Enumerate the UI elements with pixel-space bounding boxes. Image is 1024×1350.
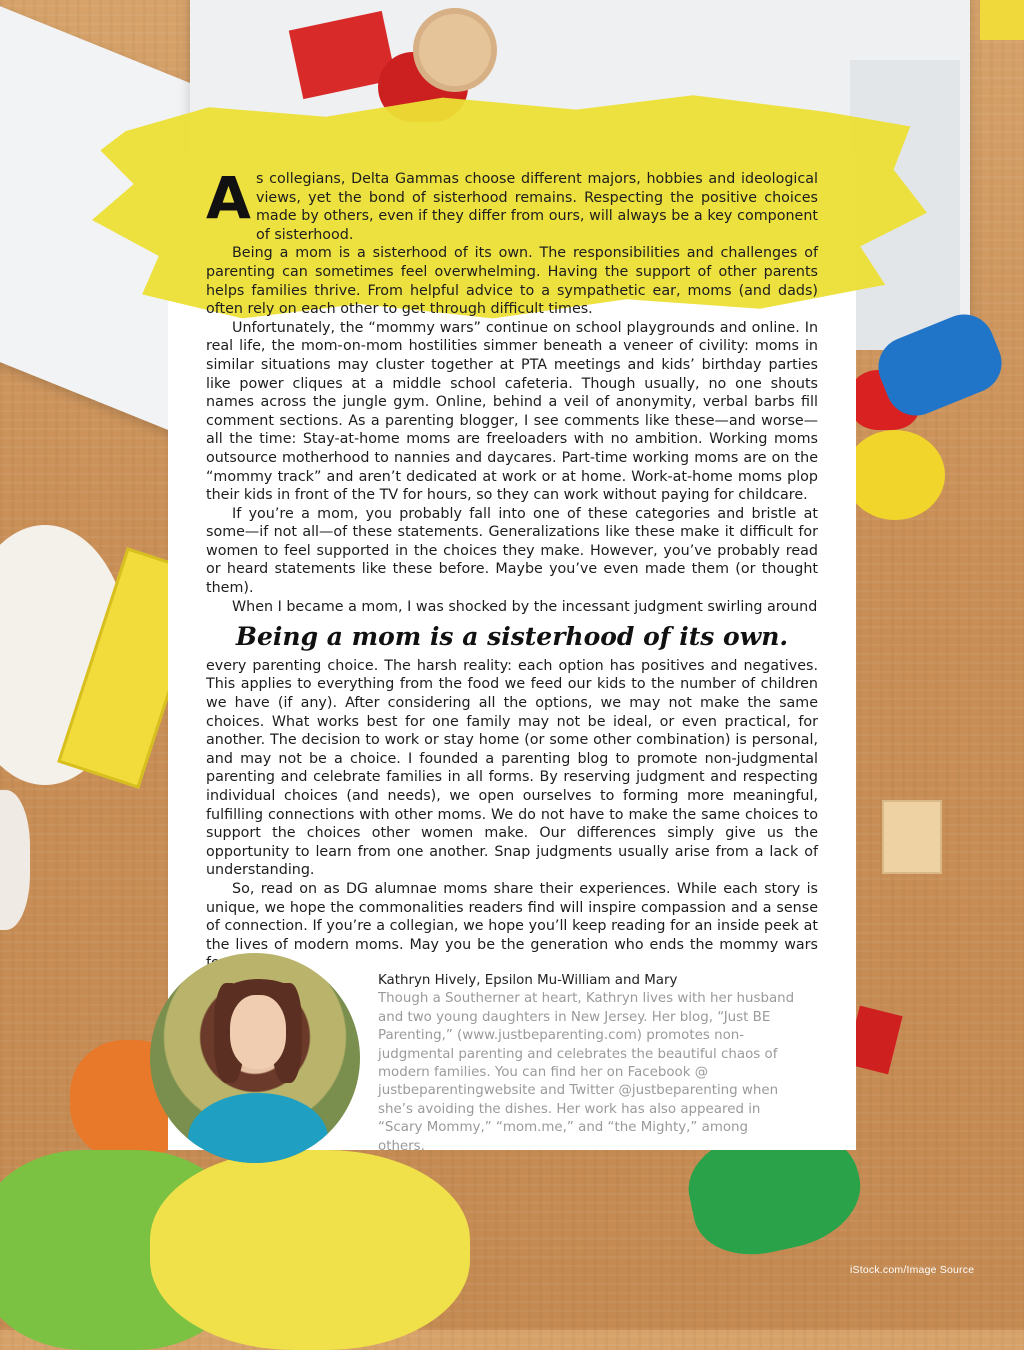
article-paragraph (206, 164, 818, 244)
yellow-block-toy (980, 0, 1024, 40)
photo-face (230, 995, 286, 1069)
article-paragraph: Being a mom is a sisterhood of its own. The responsibilities and challenges of parenting can sometimes feel overwhelming. Having the support of other parents helps families thrive. From helpful advice to a sympathetic ear, moms (and dads) often rely on each other to get through difficult times. (206, 245, 818, 318)
author-bio (378, 972, 798, 1156)
article-paragraph: If you’re a mom, you probably fall into one of these categories and bristle at some—if not all—of these statements. Generalizations like these make it difficult for women to feel supported in the choices they make. However, you’ve probably read or heard statements like these before. Maybe you’ve even made them (or thought them). (206, 505, 818, 597)
wooden-cylinder-toy (413, 8, 497, 92)
yellow-key-toy (845, 430, 945, 520)
drop-cap: A (206, 164, 251, 232)
article-paragraph: So, read on as DG alumnae moms share their experiences. While each story is unique, we hope the commonalities readers find will inspire compassion and a sense of connection. If you’re a collegian, we hope you’ll keep reading for an inside peek at the lives of modern moms. May you be the generation who ends the mommy wars (206, 880, 818, 953)
stuffed-toy-yellow (150, 1150, 470, 1350)
author-name: Kathryn Hively, Epsilon Mu-William and Mary (378, 973, 678, 988)
author-photo (150, 953, 360, 1163)
pull-quote: Being a mom is a sisterhood of its own. (235, 622, 789, 652)
article-paragraph: every parenting choice. The harsh reality: each option has positives and negatives. This applies to everything from the food we feed our kids to the number of children we have (if any). After considering all the options, we may not make the same choices. What works best for one family may not be ideal, or even practical, for another. The decision to work or stay home (or some other combination) is personal, and may not be a choice. I founded a parenting blog to promote non-judgmental parenting and celebrate families in all forms. By reserving judgment and respecting individual choices (and needs), we open ourselves to forming more meaningful, fulfilling connections with other moms. We do not have to make the same choices to support the choices other women make. Our differences simply give us the opportunity to learn from one another. Snap judgments usually arise from a lack of understanding. (206, 657, 818, 879)
author-bio-text: Though a Southerner at heart, Kathryn lives with her husband and two young daughters in New Jersey. Her blog, “Just BE Parenting,” (www.justbeparenting.com) promotes non-judgmental parenting and celebrates the beautiful chaos of modern families. You can find her on Facebook @ justbeparentingwebsite and Twitter @justbeparenting when she’s avoiding the dishes. Her work has also appeared in “Scary Mommy,” “mom.me,” and “the Mighty,” among others. (378, 991, 795, 1154)
paragraph-text: s collegians, Delta Gammas choose different majors, hobbies and ideological views, yet the bond of sisterhood remains. Respecting the positive choices made by others, even if they differ from ours, will always be a key component of sisterhood. (256, 171, 818, 243)
photo-shirt (188, 1093, 328, 1163)
article-body (206, 164, 818, 973)
article-paragraph: When I became a mom, I was shocked by the incessant judgment swirling around (232, 598, 818, 615)
plush-toy-lower (0, 790, 30, 930)
photo-credit: iStock.com/Image Source (850, 1264, 975, 1276)
article-paragraph: Unfortunately, the “mommy wars” continue on school playgrounds and online. In real life, the mom-on-mom hostilities simmer beneath a veneer of civility: moms in similar situations may cluster together at PTA meetings and kids’ birthday parties like power cliques at a middle school cafeteria. Though usually, no one shouts names across the jungle gym. Online, behind a veil of anonymity, verbal barbs fill comment sections. As a parenting blogger, I see comments like these—and worse—all the time: Stay-at-home moms are freeloaders with no ambition. Working moms outsource motherhood to nannies and daycares. Part-time working moms are on the “mommy track” and aren’t dedicated at work or at home. Work-at-home moms plop their kids in front of the TV for hours, so they can work without paying for childcare. (206, 319, 818, 504)
wooden-cube-toy (882, 800, 942, 874)
